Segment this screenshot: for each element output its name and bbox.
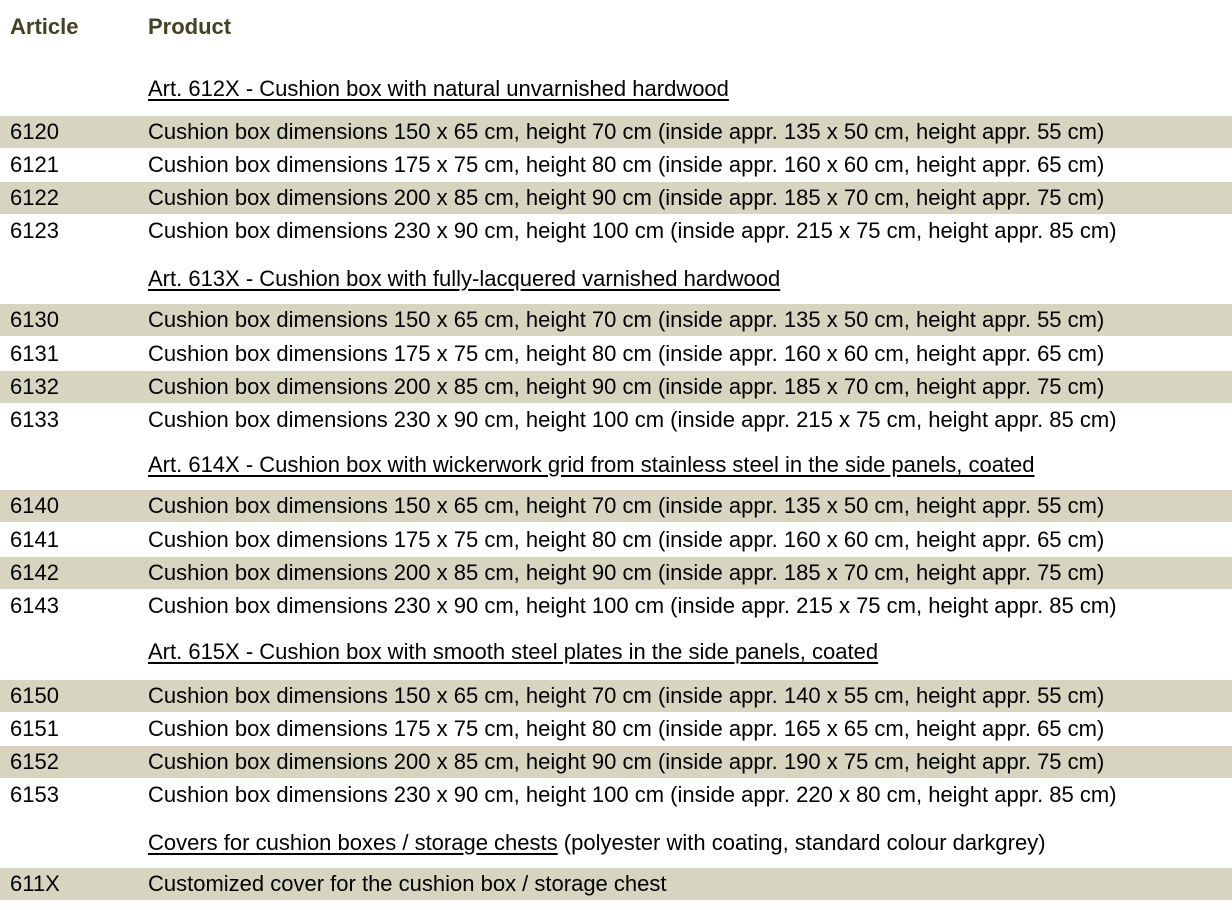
table-row (0, 215, 1232, 247)
product-column-header: Product (148, 14, 232, 39)
article-number: 6132 (10, 374, 59, 399)
article-number: 6120 (10, 119, 59, 144)
article-number: 6152 (10, 749, 59, 774)
product-description: Cushion box dimensions 230 x 90 cm, height 100 cm (inside appr. 215 x 75 cm, height appr. 85 cm) (148, 593, 1117, 618)
table-row (0, 868, 1232, 900)
product-description: Cushion box dimensions 230 x 90 cm, height 100 cm (inside appr. 215 x 75 cm, height appr. 85 cm) (148, 407, 1117, 432)
table-row (0, 182, 1232, 214)
product-description: Cushion box dimensions 200 x 85 cm, height 90 cm (inside appr. 185 x 70 cm, height appr. 75 cm) (148, 185, 1105, 210)
article-number: 6151 (10, 716, 59, 741)
section-title-615x: Art. 615X - Cushion box with smooth steel plates in the side panels, coated (148, 639, 879, 664)
article-number: 6141 (10, 527, 59, 552)
table-row (0, 116, 1232, 148)
product-description: Cushion box dimensions 175 x 75 cm, height 80 cm (inside appr. 160 x 60 cm, height appr. 65 cm) (148, 152, 1105, 177)
product-description: Cushion box dimensions 175 x 75 cm, height 80 cm (inside appr. 160 x 60 cm, height appr. 65 cm) (148, 341, 1105, 366)
table-row (0, 490, 1232, 522)
article-number: 6122 (10, 185, 59, 210)
table-row (0, 304, 1232, 336)
section-title-612x: Art. 612X - Cushion box with natural unvarnished hardwood (148, 76, 729, 101)
product-description: Cushion box dimensions 150 x 65 cm, height 70 cm (inside appr. 140 x 55 cm, height appr. 55 cm) (148, 683, 1105, 708)
product-description: Cushion box dimensions 150 x 65 cm, height 70 cm (inside appr. 135 x 50 cm, height appr. 55 cm) (148, 493, 1105, 518)
table-row (0, 371, 1232, 403)
article-number: 6131 (10, 341, 59, 366)
table-row (0, 149, 1232, 181)
product-description: Cushion box dimensions 230 x 90 cm, height 100 cm (inside appr. 220 x 80 cm, height appr. 85 cm) (148, 782, 1117, 807)
article-number: 6133 (10, 407, 59, 432)
product-description: Customized cover for the cushion box / storage chest (148, 871, 667, 896)
table-header (0, 0, 1232, 52)
table-row (0, 713, 1232, 745)
article-number: 6150 (10, 683, 59, 708)
product-description: Cushion box dimensions 200 x 85 cm, height 90 cm (inside appr. 185 x 70 cm, height appr. 75 cm) (148, 560, 1105, 585)
product-description: Cushion box dimensions 200 x 85 cm, height 90 cm (inside appr. 190 x 75 cm, height appr. 75 cm) (148, 749, 1105, 774)
table-row (0, 590, 1232, 622)
article-number: 6130 (10, 307, 59, 332)
table-row (0, 524, 1232, 556)
product-description: Cushion box dimensions 175 x 75 cm, height 80 cm (inside appr. 160 x 60 cm, height appr. 65 cm) (148, 527, 1105, 552)
article-number: 611X (10, 871, 60, 896)
table-row (0, 779, 1232, 811)
section-title-614x: Art. 614X - Cushion box with wickerwork grid from stainless steel in the side panels, coated (148, 452, 1035, 477)
covers-title-note: (polyester with coating, standard colour darkgrey) (557, 830, 1046, 855)
table-row (0, 557, 1232, 589)
table-row (0, 680, 1232, 712)
article-number: 6153 (10, 782, 59, 807)
product-description: Cushion box dimensions 150 x 65 cm, height 70 cm (inside appr. 135 x 50 cm, height appr. 55 cm) (148, 119, 1105, 144)
table-row (0, 746, 1232, 778)
table-row (0, 404, 1232, 436)
article-column-header: Article (10, 14, 79, 39)
article-number: 6142 (10, 560, 59, 585)
product-description: Cushion box dimensions 150 x 65 cm, height 70 cm (inside appr. 135 x 50 cm, height appr. 55 cm) (148, 307, 1105, 332)
table-row (0, 338, 1232, 370)
product-description: Cushion box dimensions 175 x 75 cm, height 80 cm (inside appr. 165 x 65 cm, height appr. 65 cm) (148, 716, 1105, 741)
article-number: 6140 (10, 493, 59, 518)
product-description: Cushion box dimensions 200 x 85 cm, height 90 cm (inside appr. 185 x 70 cm, height appr. 75 cm) (148, 374, 1105, 399)
article-number: 6121 (10, 152, 59, 177)
section-title-613x: Art. 613X - Cushion box with fully-lacquered varnished hardwood (148, 266, 781, 291)
product-description: Cushion box dimensions 230 x 90 cm, height 100 cm (inside appr. 215 x 75 cm, height appr. 85 cm) (148, 218, 1117, 243)
article-number: 6143 (10, 593, 59, 618)
article-number: 6123 (10, 218, 59, 243)
section-title-covers: Covers for cushion boxes / storage chests (polyester with coating, standard colour darkgrey) (148, 830, 1046, 855)
